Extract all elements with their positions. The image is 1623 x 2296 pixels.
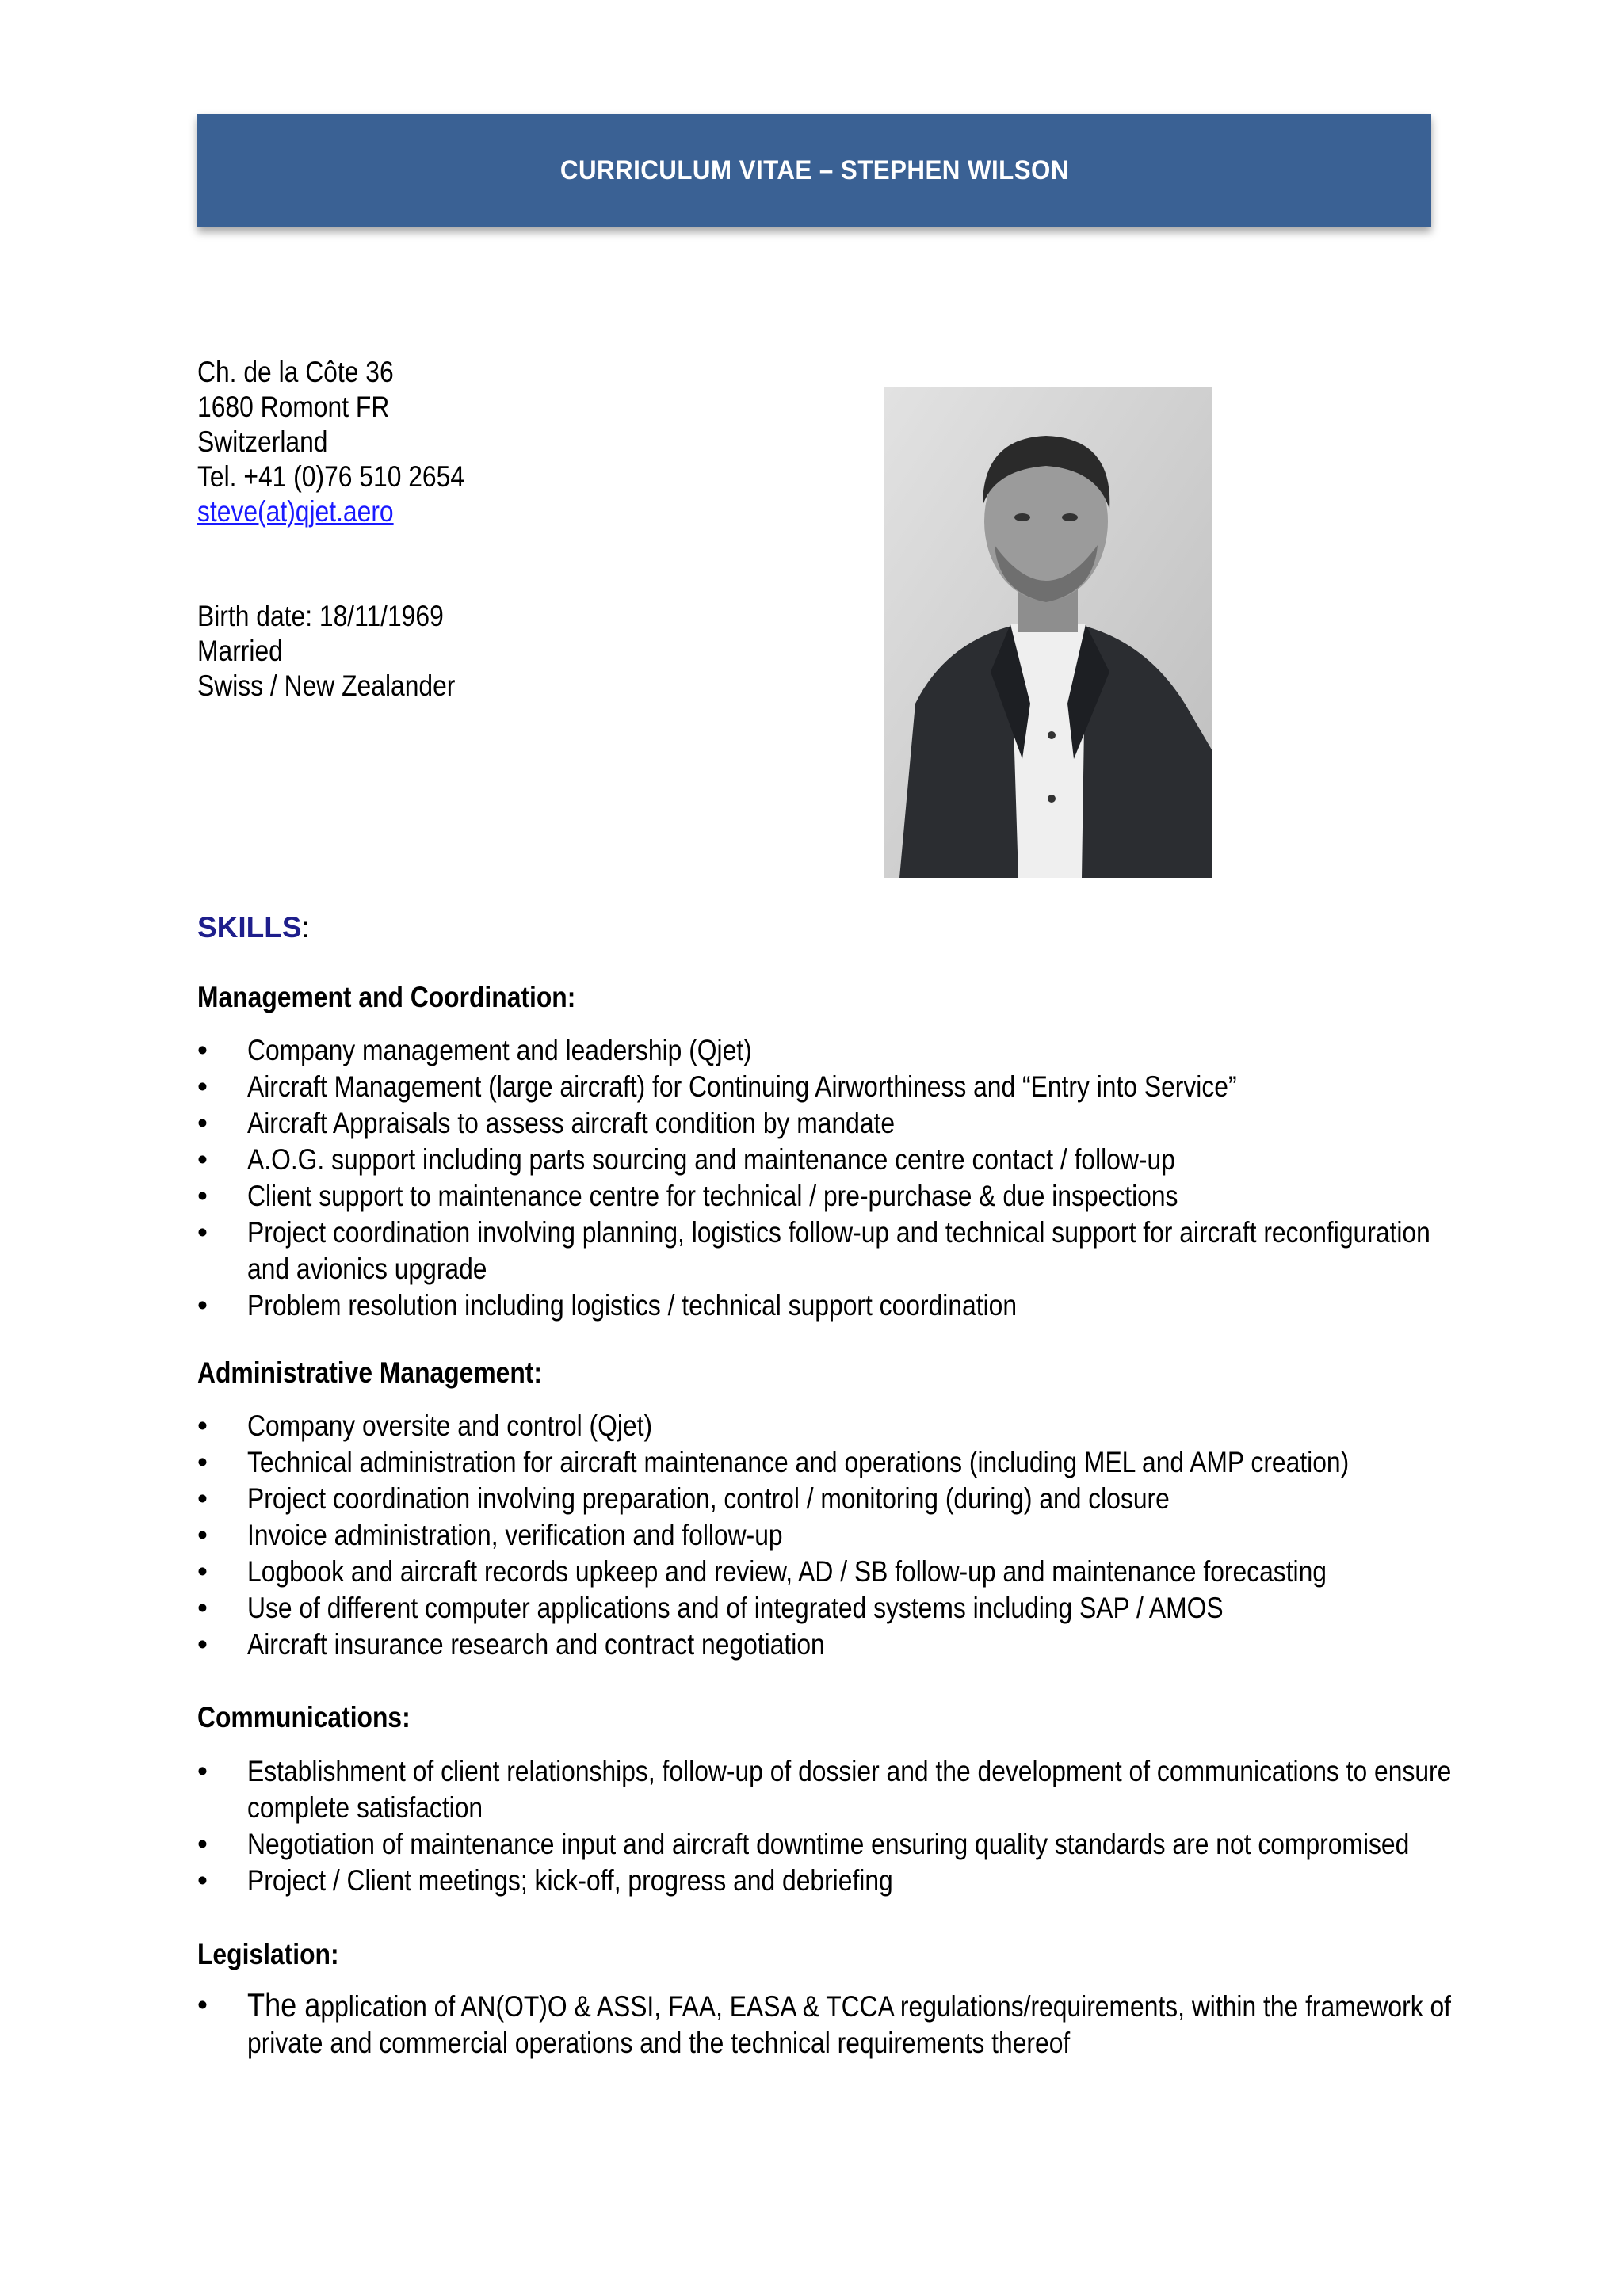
list-item: • Project coordination involving planning, logistics follow-up and technical support for aircraft reconfiguration and avionics upgrade (197, 1216, 1430, 1285)
contact-block (197, 355, 508, 529)
marital-status: Married (197, 635, 283, 667)
list-item: • The application of AN(OT)O & ASSI, FAA, EASA & TCCA regulations/requirements, within the framework of private and commercial operations and the technical requirements thereof (197, 1986, 1451, 2059)
address-line-1: Ch. de la Côte 36 (197, 356, 394, 388)
management-list (197, 1032, 1465, 1324)
list-item: • Company oversite and control (Qjet) (197, 1409, 653, 1442)
document-title: CURRICULUM VITAE – STEPHEN WILSON (559, 155, 1069, 185)
list-item: • Project / Client meetings; kick-off, progress and debriefing (197, 1864, 893, 1897)
list-item: • Aircraft Appraisals to assess aircraft condition by mandate (197, 1107, 896, 1139)
management-heading: Management and Coordination: (197, 981, 576, 1013)
title-banner (197, 114, 1431, 227)
administrative-list (197, 1408, 1465, 1663)
communications-heading: Communications: (197, 1701, 411, 1733)
legislation-list (197, 1987, 1465, 2061)
address-line-2: 1680 Romont FR (197, 391, 390, 423)
phone: Tel. +41 (0)76 510 2654 (197, 460, 465, 493)
email-link[interactable]: steve(at)qjet.aero (197, 495, 394, 528)
legislation-heading: Legislation: (197, 1938, 339, 1970)
portrait-photo (884, 387, 1212, 878)
list-item: • Negotiation of maintenance input and aircraft downtime ensuring quality standards are not compromised (197, 1828, 1410, 1860)
country: Switzerland (197, 425, 328, 458)
list-item: • Project coordination involving preparation, control / monitoring (during) and closure (197, 1482, 1170, 1515)
list-item: • Aircraft insurance research and contract negotiation (197, 1628, 825, 1661)
birth-date: Birth date: 18/11/1969 (197, 600, 444, 632)
administrative-heading: Administrative Management: (197, 1356, 542, 1389)
skills-heading: SKILLS: (197, 911, 310, 944)
list-item: • Aircraft Management (large aircraft) for Continuing Airworthiness and “Entry into Service” (197, 1070, 1237, 1103)
nationality: Swiss / New Zealander (197, 669, 456, 702)
list-item: • Establishment of client relationships, follow-up of dossier and the development of communications to ensure complete satisfaction (197, 1755, 1452, 1824)
list-item: • Use of different computer applications and of integrated systems including SAP / AMOS (197, 1592, 1224, 1624)
list-item: • Problem resolution including logistics / technical support coordination (197, 1289, 1018, 1322)
personal-details (197, 599, 497, 704)
list-item: • Company management and leadership (Qjet) (197, 1034, 752, 1066)
list-item: • Technical administration for aircraft maintenance and operations (including MEL and AMP creation) (197, 1446, 1350, 1478)
communications-list (197, 1753, 1465, 1899)
list-item: • Invoice administration, verification and follow-up (197, 1519, 783, 1551)
list-item: • A.O.G. support including parts sourcing and maintenance centre contact / follow-up (197, 1143, 1175, 1176)
list-item: • Logbook and aircraft records upkeep and review, AD / SB follow-up and maintenance forecasting (197, 1555, 1327, 1588)
list-item: • Client support to maintenance centre for technical / pre-purchase & due inspections (197, 1180, 1178, 1212)
